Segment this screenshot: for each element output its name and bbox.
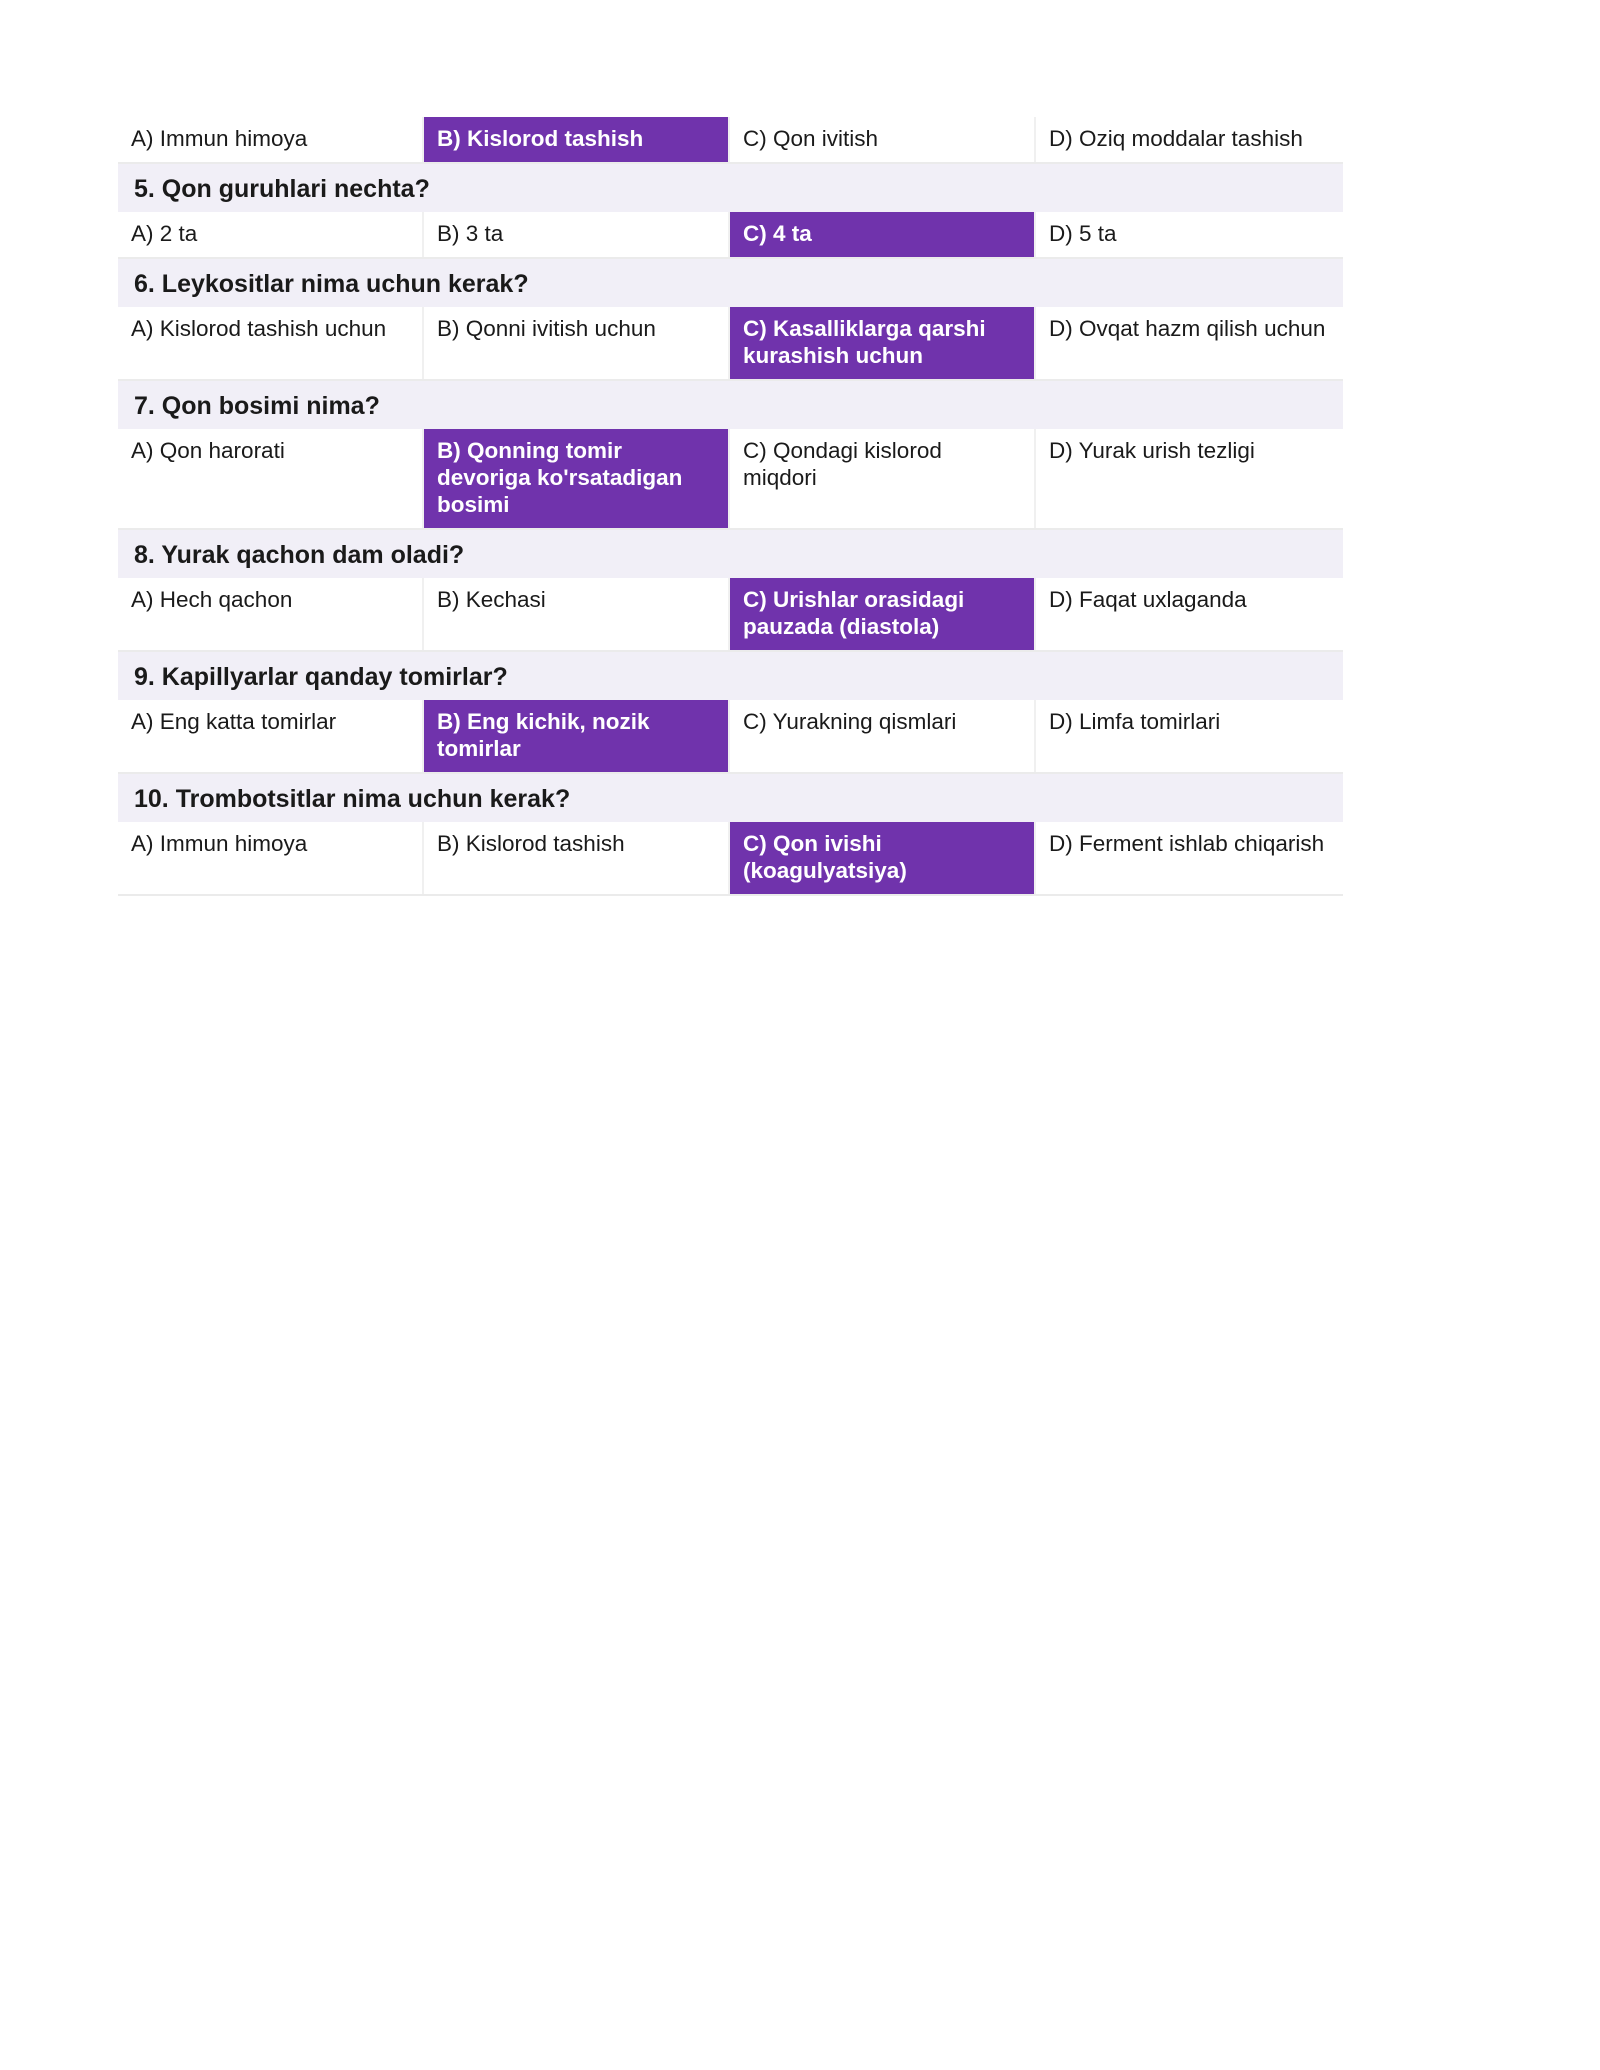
correct-answer-option: C) Kasalliklarga qarshi kurashish uchun [730, 307, 1036, 379]
answer-option: D) Oziq moddalar tashish [1036, 117, 1342, 162]
options-row [118, 429, 1343, 530]
answer-option: A) Qon harorati [118, 429, 424, 528]
answer-option: C) Qon ivitish [730, 117, 1036, 162]
answer-option: A) Kislorod tashish uchun [118, 307, 424, 379]
answer-option: B) Kechasi [424, 578, 730, 650]
question-text: 6. Leykositlar nima uchun kerak? [118, 259, 1343, 307]
quiz-table [118, 117, 1343, 896]
options-row [118, 307, 1343, 381]
answer-option: B) 3 ta [424, 212, 730, 257]
question-text: 9. Kapillyarlar qanday tomirlar? [118, 652, 1343, 700]
answer-option: D) 5 ta [1036, 212, 1342, 257]
options-row [118, 212, 1343, 259]
answer-option: A) Immun himoya [118, 822, 424, 894]
question-text: 5. Qon guruhlari nechta? [118, 164, 1343, 212]
options-row [118, 117, 1343, 164]
answer-option: A) Immun himoya [118, 117, 424, 162]
answer-option: D) Ferment ishlab chiqarish [1036, 822, 1342, 894]
correct-answer-option: C) Urishlar orasidagi pauzada (diastola) [730, 578, 1036, 650]
options-row [118, 578, 1343, 652]
answer-option: D) Limfa tomirlari [1036, 700, 1342, 772]
correct-answer-option: B) Kislorod tashish [424, 117, 730, 162]
answer-option: A) Hech qachon [118, 578, 424, 650]
correct-answer-option: C) 4 ta [730, 212, 1036, 257]
answer-option: A) Eng katta tomirlar [118, 700, 424, 772]
answer-option: D) Ovqat hazm qilish uchun [1036, 307, 1342, 379]
answer-option: B) Kislorod tashish [424, 822, 730, 894]
answer-option: D) Faqat uxlaganda [1036, 578, 1342, 650]
options-row [118, 700, 1343, 774]
question-text: 10. Trombotsitlar nima uchun kerak? [118, 774, 1343, 822]
correct-answer-option: B) Eng kichik, nozik tomirlar [424, 700, 730, 772]
question-text: 8. Yurak qachon dam oladi? [118, 530, 1343, 578]
answer-option: A) 2 ta [118, 212, 424, 257]
correct-answer-option: B) Qonning tomir devoriga ko'rsatadigan bosimi [424, 429, 730, 528]
correct-answer-option: C) Qon ivishi (koagulyatsiya) [730, 822, 1036, 894]
answer-option: B) Qonni ivitish uchun [424, 307, 730, 379]
question-text: 7. Qon bosimi nima? [118, 381, 1343, 429]
options-row [118, 822, 1343, 896]
answer-option: C) Yurakning qismlari [730, 700, 1036, 772]
answer-option: D) Yurak urish tezligi [1036, 429, 1342, 528]
answer-option: C) Qondagi kislorod miqdori [730, 429, 1036, 528]
